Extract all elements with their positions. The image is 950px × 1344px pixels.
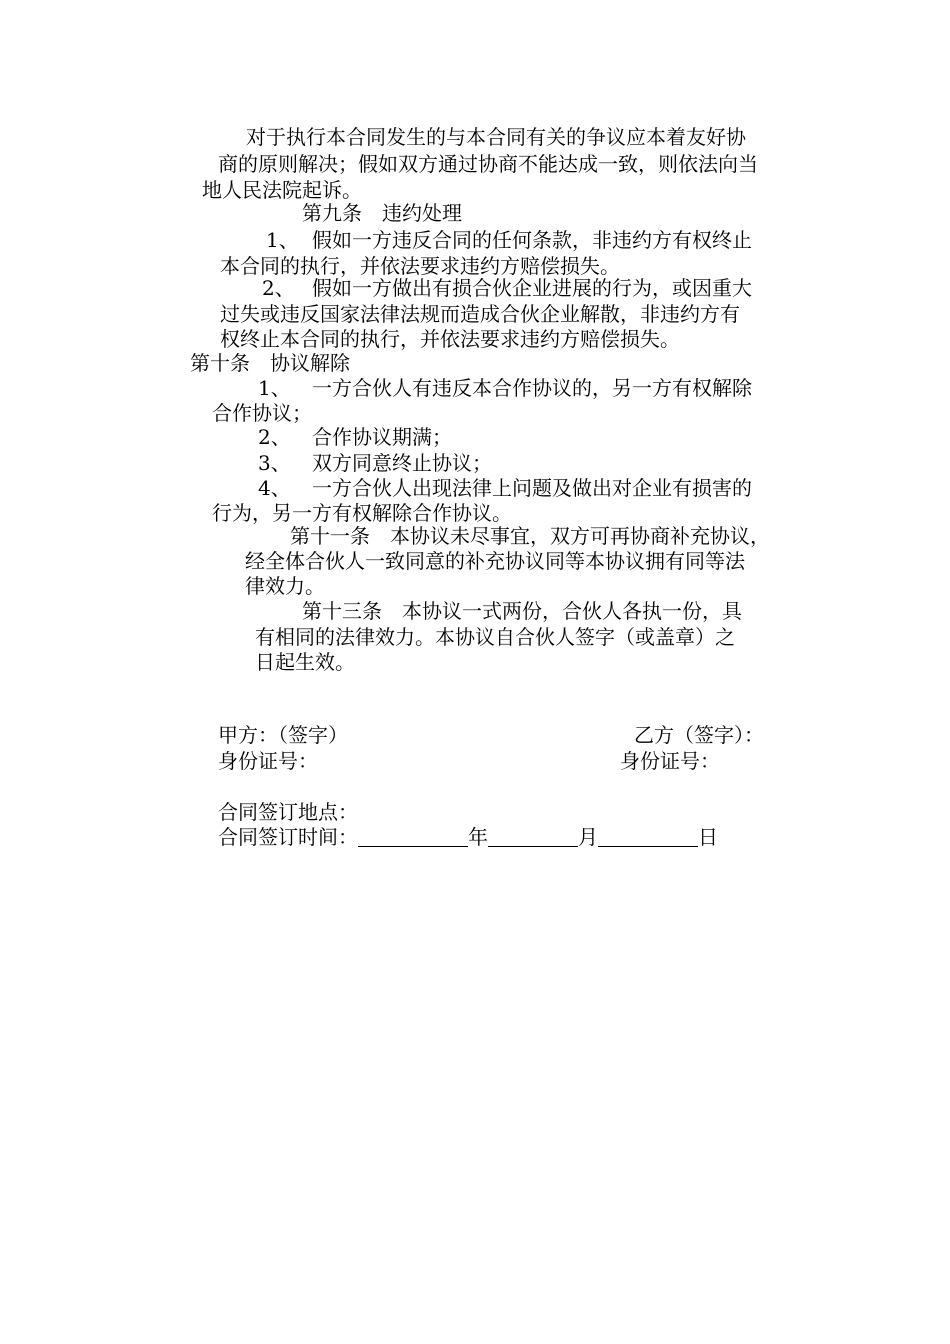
text-line: 行为，另一方有权解除合作协议。 — [212, 501, 512, 525]
item-number: 1、 — [266, 228, 299, 252]
text-line: 一方合伙人出现法律上问题及做出对企业有损害的 — [312, 476, 752, 500]
text-line: 日起生效。 — [255, 650, 355, 674]
signing-time-label: 合同签订时间： — [218, 825, 358, 849]
party-a-signature-label: 甲方：（签字） — [218, 723, 348, 747]
clause9-title: 第九条 违约处理 — [302, 201, 462, 225]
text-line: 对于执行本合同发生的与本合同有关的争议应本着友好协 — [246, 125, 746, 149]
text-line: 假如一方违反合同的任何条款，非违约方有权终止 — [312, 228, 752, 252]
signing-place-label: 合同签订地点： — [218, 800, 358, 824]
party-a-id-label: 身份证号： — [218, 749, 318, 773]
day-blank — [598, 826, 698, 847]
party-b-signature-label: 乙方（签字）： — [634, 723, 764, 747]
month-blank — [488, 826, 578, 847]
text-line: 商的原则解决；假如双方通过协商不能达成一致，则依法向当 — [218, 152, 758, 176]
item-number: 2、 — [258, 425, 291, 449]
text-line: 经全体合伙人一致同意的补充协议同等本协议拥有同等法 — [245, 549, 745, 573]
item-number: 2、 — [262, 276, 295, 300]
item-number: 4、 — [258, 476, 291, 500]
text-line: 过失或违反国家法律法规而造成合伙企业解散，非违约方有 — [220, 302, 740, 326]
text-line: 第十三条 本协议一式两份，合伙人各执一份，具 — [302, 599, 742, 623]
clause10-title: 第十条 协议解除 — [190, 351, 350, 375]
text-line: 地人民法院起诉。 — [202, 178, 362, 202]
text-line: 第十一条 本协议未尽事宜，双方可再协商补充协议， — [290, 524, 770, 548]
text-line: 双方同意终止协议； — [312, 451, 492, 475]
text-line: 有相同的法律效力。本协议自合伙人签字（或盖章）之 — [255, 625, 735, 649]
text-line: 本合同的执行，并依法要求违约方赔偿损失。 — [220, 254, 620, 278]
party-b-id-label: 身份证号： — [620, 749, 720, 773]
month-label: 月 — [578, 825, 598, 849]
text-line: 一方合伙人有违反本合作协议的，另一方有权解除 — [312, 376, 752, 400]
year-label: 年 — [468, 825, 488, 849]
text-line: 假如一方做出有损合伙企业进展的行为，或因重大 — [312, 276, 752, 300]
text-line: 合作协议； — [212, 401, 312, 425]
text-line: 权终止本合同的执行，并依法要求违约方赔偿损失。 — [220, 327, 680, 351]
day-label: 日 — [698, 825, 718, 849]
item-number: 1、 — [258, 376, 291, 400]
signing-time-row — [218, 824, 718, 850]
item-number: 3、 — [258, 451, 291, 475]
text-line: 合作协议期满； — [312, 425, 452, 449]
text-line: 律效力。 — [245, 574, 325, 598]
year-blank — [358, 826, 468, 847]
